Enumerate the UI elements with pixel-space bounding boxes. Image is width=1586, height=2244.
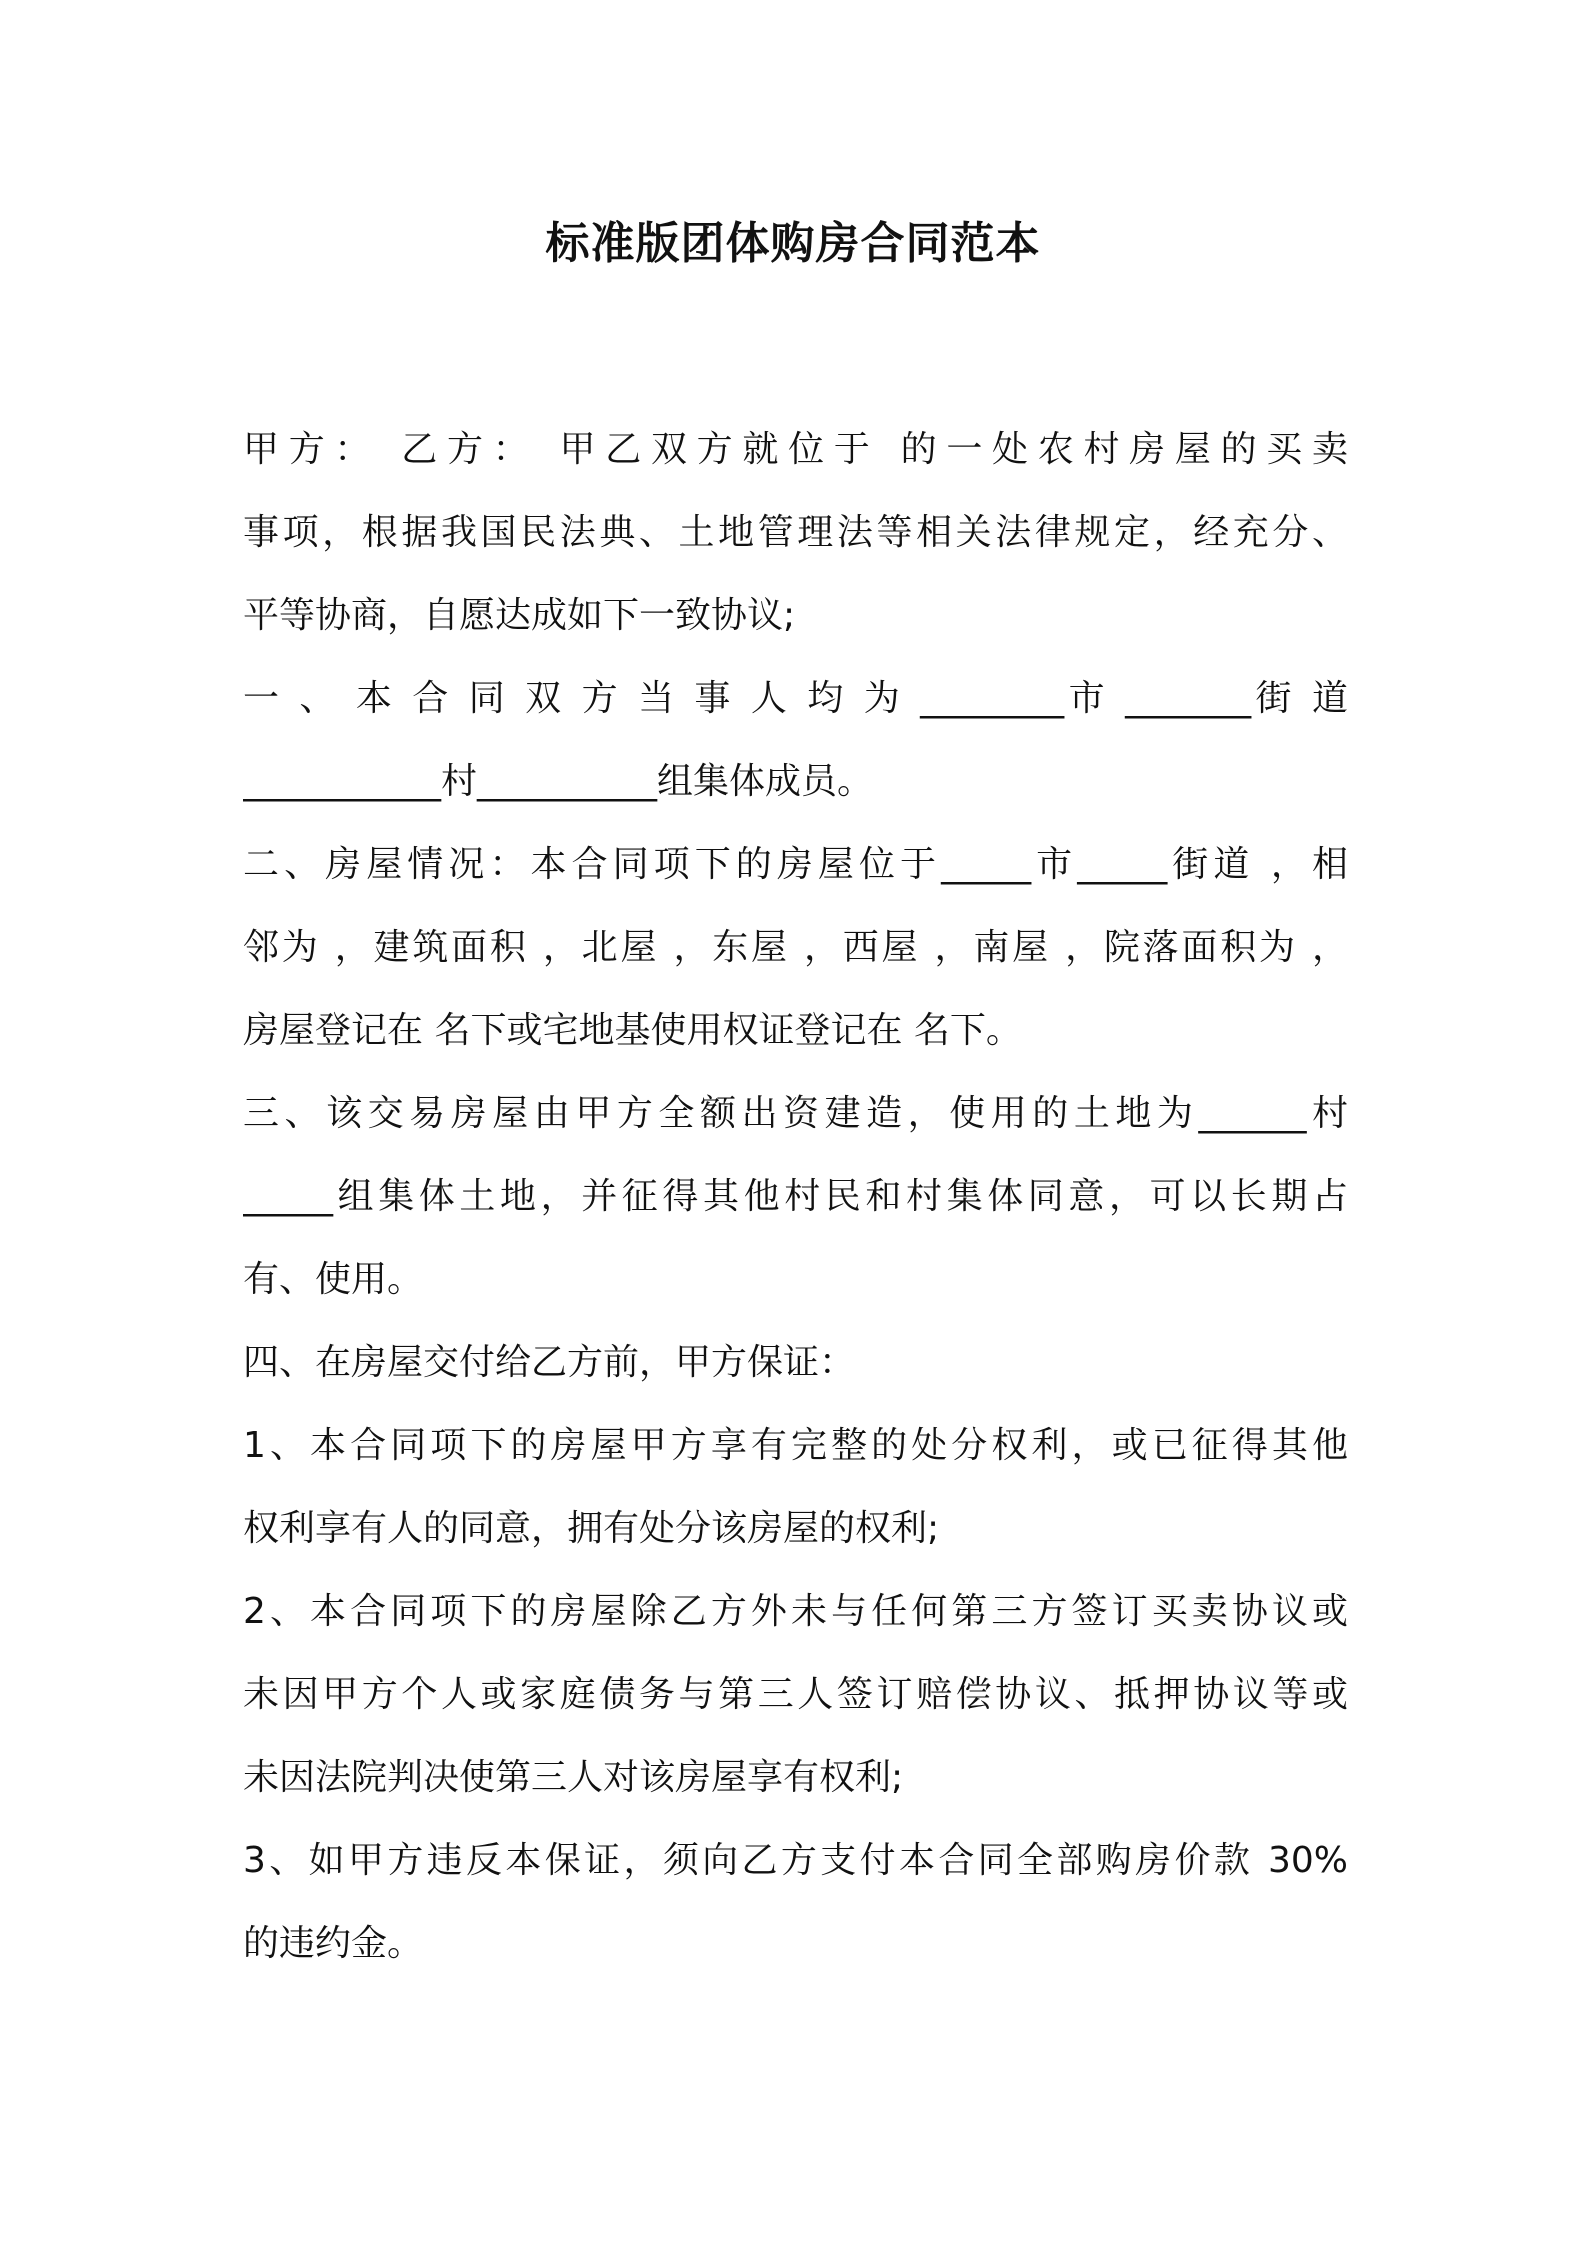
body-line: 2、本合同项下的房屋除乙方外未与任何第三方签订买卖协议或 — [243, 1591, 1348, 1632]
body-line: 1、本合同项下的房屋甲方享有完整的处分权利，或已征得其他 — [243, 1425, 1348, 1466]
body-line: 二、房屋情况：本合同项下的房屋位于_____市_____街道 ，相 — [243, 844, 1348, 885]
body-line: 未因甲方个人或家庭债务与第三人签订赔偿协议、抵押协议等或 — [243, 1674, 1348, 1715]
body-line: 平等协商，自愿达成如下一致协议; — [243, 595, 796, 636]
body-line: ___________村__________组集体成员。 — [243, 761, 874, 802]
body-line: 事项，根据我国民法典、土地管理法等相关法律规定，经充分、 — [243, 512, 1348, 553]
body-line: _____组集体土地，并征得其他村民和村集体同意，可以长期占 — [243, 1176, 1348, 1217]
body-line: 的违约金。 — [243, 1923, 424, 1964]
body-line: 权利享有人的同意，拥有处分该房屋的权利; — [243, 1508, 940, 1549]
body-line: 未因法院判决使第三人对该房屋享有权利; — [243, 1757, 904, 1798]
body-line: 四、在房屋交付给乙方前，甲方保证： — [243, 1342, 856, 1383]
body-line: 3、如甲方违反本保证，须向乙方支付本合同全部购房价款 30% — [243, 1840, 1348, 1881]
body-line: 一 、 本 合 同 双 方 当 事 人 均 为 ________市 _______街 道 — [243, 678, 1348, 719]
body-line: 甲方： 乙方： 甲乙双方就位于 的一处农村房屋的买卖 — [243, 429, 1348, 470]
body-line: 有、使用。 — [243, 1259, 424, 1300]
body-line: 房屋登记在 名下或宅地基使用权证登记在 名下。 — [243, 1010, 1022, 1051]
body-line: 三、该交易房屋由甲方全额出资建造，使用的土地为______村 — [243, 1093, 1348, 1134]
body-line: 邻为 ，建筑面积 ，北屋 ，东屋 ，西屋 ，南屋 ，院落面积为 ， — [243, 927, 1348, 968]
document-title: 标准版团体购房合同范本 — [545, 218, 1041, 269]
document-body — [243, 408, 1348, 1985]
